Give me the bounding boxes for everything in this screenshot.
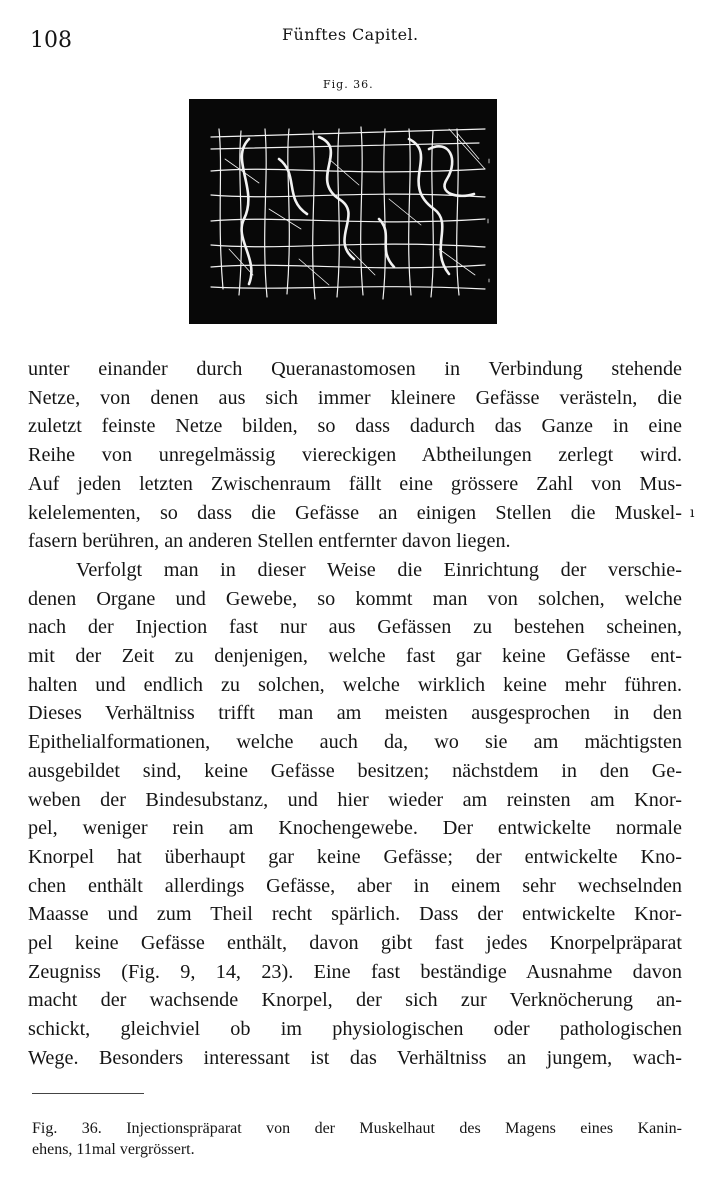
text-line: macht der wachsende Knorpel, der sich zur Verknöcherung an- [28, 989, 682, 1012]
footnote [32, 1118, 682, 1160]
text-line: Knorpel hat überhaupt gar keine Gefässe; der entwickelte Kno- [28, 845, 682, 868]
figure-36 [189, 99, 497, 324]
text-line: Auf jeden letzten Zwischenraum fällt eine grössere Zahl von Mus- [28, 472, 682, 495]
figure-label: Fig. 36. [323, 78, 374, 91]
text-line: Maasse und zum Theil recht spärlich. Dass der entwickelte Knor- [28, 903, 682, 926]
text-line: mit der Zeit zu denjenigen, welche fast gar keine Gefässe ent- [28, 645, 682, 668]
text-line: kelelementen, so dass die Gefässe an einigen Stellen die Muskel- [28, 501, 682, 524]
text-line: fasern berühren, an anderen Stellen entfernter davon liegen. [28, 530, 511, 553]
text-line: Zeugniss (Fig. 9, 14, 23). Eine fast beständige Ausnahme davon [28, 960, 682, 983]
text-line: schickt, gleichviel ob im physiologischen oder pathologischen [28, 1018, 682, 1041]
text-line: weben der Bindesubstanz, und hier wieder am reinsten am Knor- [28, 788, 682, 811]
footnote-line: ehens, 11mal vergrössert. [32, 1141, 195, 1158]
text-line: nach der Injection fast nur aus Gefässen zu bestehen scheinen, [28, 616, 682, 639]
running-head: Fünftes Capitel. [282, 25, 419, 44]
text-line: unter einander durch Queranastomosen in Verbindung stehende [28, 358, 682, 380]
text-line: pel keine Gefässe enthält, davon gibt fast jedes Knorpelpräparat [28, 932, 682, 955]
footnote-line: Fig. 36. Injectionspräparat von der Muskelhaut des Magens eines Kanin- [32, 1120, 682, 1137]
text-line: Netze, von denen aus sich immer kleinere Gefässe verästeln, die [28, 386, 682, 409]
text-line: chen enthält allerdings Gefässe, aber in einem sehr wechselnden [28, 874, 682, 897]
text-line: Reihe von unregelmässig viereckigen Abtheilungen zerlegt wird. [28, 444, 682, 467]
text-line: pel, weniger rein am Knochengewebe. Der entwickelte normale [28, 817, 682, 840]
vascular-network-illustration [189, 99, 497, 324]
page-number: 108 [30, 28, 72, 53]
footnote-rule [32, 1093, 144, 1094]
text-line: Epithelialformationen, welche auch da, wo sie am mächtigsten [28, 731, 682, 754]
text-line: denen Organe und Gewebe, so kommt man von solchen, welche [28, 587, 682, 610]
text-line: Verfolgt man in dieser Weise die Einrichtung der verschie- [76, 558, 682, 581]
text-line: Dieses Verhältniss trifft man am meisten ausgesprochen in den [28, 702, 682, 725]
text-line: Wege. Besonders interessant ist das Verhältniss an jungem, wach- [28, 1046, 682, 1069]
body-text [28, 355, 682, 1073]
text-line: halten und endlich zu solchen, welche wirklich keine mehr führen. [28, 673, 682, 696]
margin-mark: ı [690, 505, 695, 521]
text-line: zuletzt feinste Netze bilden, so dass dadurch das Ganze in eine [28, 415, 682, 438]
text-line: ausgebildet sind, keine Gefässe besitzen; nächstdem in den Ge- [28, 759, 682, 782]
